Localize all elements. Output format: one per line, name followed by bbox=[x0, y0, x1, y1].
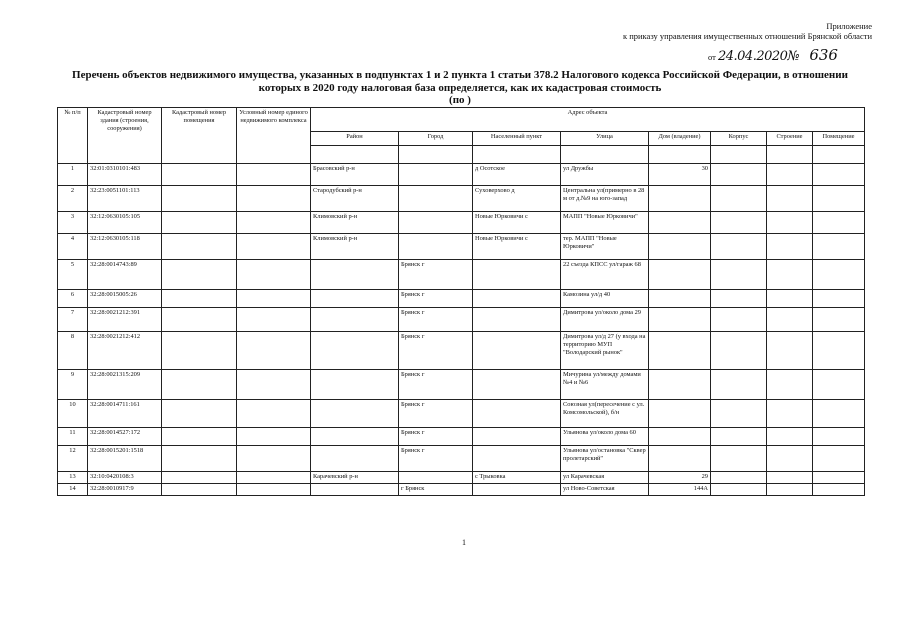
header-building: Корпус bbox=[711, 132, 767, 146]
cell-city: Брянск г bbox=[399, 400, 473, 428]
cell-city: Брянск г bbox=[399, 290, 473, 308]
cell-cad-room bbox=[162, 212, 237, 234]
cell-cad-building: 32:28:0014527:172 bbox=[88, 428, 162, 446]
cell-cad-building: 32:28:0021212:412 bbox=[88, 332, 162, 370]
cell-street: ул Карачевская bbox=[561, 472, 649, 484]
cell-cond-complex bbox=[237, 212, 311, 234]
cell-num: 10 bbox=[58, 400, 88, 428]
cell-premise bbox=[813, 332, 865, 370]
cell-city: г Брянск bbox=[399, 484, 473, 496]
cell-cad-building: 32:28:0014743:89 bbox=[88, 260, 162, 290]
header-address: Адрес объекта bbox=[311, 108, 865, 132]
cell-street: Союзная ул(пересечение с ул. Комсомольской), б/н bbox=[561, 400, 649, 428]
cell-cond-complex bbox=[237, 234, 311, 260]
cell-district bbox=[311, 332, 399, 370]
cell-house bbox=[649, 212, 711, 234]
cell-house: 144А bbox=[649, 484, 711, 496]
cell-locality bbox=[473, 428, 561, 446]
header-cad-room: Кадастровый номер помещения bbox=[162, 108, 237, 164]
cell-premise bbox=[813, 446, 865, 472]
cell-cond-complex bbox=[237, 446, 311, 472]
cell-locality bbox=[473, 400, 561, 428]
cell-cond-complex bbox=[237, 370, 311, 400]
header-city: Город bbox=[399, 132, 473, 146]
cell-building bbox=[711, 484, 767, 496]
cell-cond-complex bbox=[237, 428, 311, 446]
cell-cond-complex bbox=[237, 164, 311, 186]
cell-num: 1 bbox=[58, 164, 88, 186]
cell-cond-complex bbox=[237, 332, 311, 370]
cell-num: 6 bbox=[58, 290, 88, 308]
cell-house bbox=[649, 234, 711, 260]
cell-structure bbox=[767, 290, 813, 308]
cell-premise bbox=[813, 234, 865, 260]
cell-cad-building: 32:12:0630105:118 bbox=[88, 234, 162, 260]
cell-cad-building: 32:28:0014711:161 bbox=[88, 400, 162, 428]
cell-city bbox=[399, 472, 473, 484]
cell-city bbox=[399, 186, 473, 212]
cell-house bbox=[649, 186, 711, 212]
cell-structure bbox=[767, 472, 813, 484]
cell-district: Климовский р-н bbox=[311, 212, 399, 234]
cell-cad-building: 32:28:0021212:391 bbox=[88, 308, 162, 332]
cell-cad-building: 32:28:0021315:209 bbox=[88, 370, 162, 400]
cell-district bbox=[311, 428, 399, 446]
cell-building bbox=[711, 234, 767, 260]
cell-house bbox=[649, 290, 711, 308]
cell-premise bbox=[813, 308, 865, 332]
table-row bbox=[58, 446, 865, 472]
title-line-2: которых в 2020 году налоговая база определяется, как их кадастровая стоимость bbox=[258, 81, 662, 94]
cell-district bbox=[311, 260, 399, 290]
cell-district bbox=[311, 370, 399, 400]
cell-cad-room bbox=[162, 260, 237, 290]
cell-district bbox=[311, 484, 399, 496]
cell-structure bbox=[767, 332, 813, 370]
cell-cad-room bbox=[162, 234, 237, 260]
header-cad-building: Кадастровый номер здания (строения, сооружения) bbox=[88, 108, 162, 164]
cell-street: ул Дружбы bbox=[561, 164, 649, 186]
cell-building bbox=[711, 164, 767, 186]
cell-locality: с Трыковка bbox=[473, 472, 561, 484]
cell-house bbox=[649, 400, 711, 428]
cell-locality bbox=[473, 290, 561, 308]
header-num: № п/п bbox=[58, 108, 88, 164]
handwritten-date: 24.04.2020№ bbox=[717, 49, 800, 64]
cell-num: 5 bbox=[58, 260, 88, 290]
title-line-3: (по ) bbox=[449, 94, 471, 106]
cell-structure bbox=[767, 308, 813, 332]
cell-building bbox=[711, 370, 767, 400]
cell-num: 12 bbox=[58, 446, 88, 472]
cell-premise bbox=[813, 484, 865, 496]
cell-cad-room bbox=[162, 290, 237, 308]
cell-district: Брасовский р-н bbox=[311, 164, 399, 186]
cell-cad-room bbox=[162, 400, 237, 428]
cell-locality: д Осотское bbox=[473, 164, 561, 186]
cell-street: Димитрова ул/д 27 (у входа на территорию МУП "Володарский рынок" bbox=[561, 332, 649, 370]
cell-building bbox=[711, 428, 767, 446]
cell-district: Климовский р-н bbox=[311, 234, 399, 260]
cell-num: 9 bbox=[58, 370, 88, 400]
cell-cad-room bbox=[162, 428, 237, 446]
property-table bbox=[57, 107, 865, 496]
cell-cad-building: 32:28:0010917:9 bbox=[88, 484, 162, 496]
cell-cond-complex bbox=[237, 472, 311, 484]
cell-locality bbox=[473, 484, 561, 496]
cell-house bbox=[649, 370, 711, 400]
cell-cad-room bbox=[162, 186, 237, 212]
cell-structure bbox=[767, 260, 813, 290]
table-row bbox=[58, 234, 865, 260]
appendix-label: Приложение bbox=[826, 21, 872, 31]
table-row bbox=[58, 484, 865, 496]
cell-street: Димитрова ул/около дома 29 bbox=[561, 308, 649, 332]
table-row bbox=[58, 260, 865, 290]
table-row bbox=[58, 370, 865, 400]
cell-locality bbox=[473, 260, 561, 290]
table-row bbox=[58, 212, 865, 234]
header-cond-complex: Условный номер единого недвижимого комплекса bbox=[237, 108, 311, 164]
cell-num: 3 bbox=[58, 212, 88, 234]
cell-cad-building: 32:28:0015201:1518 bbox=[88, 446, 162, 472]
cell-cad-building: 32:01:0310101:483 bbox=[88, 164, 162, 186]
cell-house bbox=[649, 332, 711, 370]
cell-structure bbox=[767, 400, 813, 428]
cell-building bbox=[711, 186, 767, 212]
order-date-line bbox=[708, 46, 838, 64]
cell-street: Ульянова ул/около дома 60 bbox=[561, 428, 649, 446]
cell-building bbox=[711, 290, 767, 308]
cell-cad-building: 32:10:0420108:3 bbox=[88, 472, 162, 484]
cell-premise bbox=[813, 212, 865, 234]
cell-district: Карачевский р-н bbox=[311, 472, 399, 484]
cell-structure bbox=[767, 428, 813, 446]
cell-cad-room bbox=[162, 370, 237, 400]
page-number: 1 bbox=[462, 538, 466, 547]
cell-cond-complex bbox=[237, 290, 311, 308]
cell-district bbox=[311, 308, 399, 332]
order-reference: к приказу управления имущественных отношений Брянской области bbox=[622, 31, 872, 41]
cell-locality: Новые Юрковичи с bbox=[473, 234, 561, 260]
cell-street: Мичурина ул/между домами №4 и №6 bbox=[561, 370, 649, 400]
cell-house bbox=[649, 260, 711, 290]
cell-city: Брянск г bbox=[399, 370, 473, 400]
cell-city: Брянск г bbox=[399, 260, 473, 290]
cell-building bbox=[711, 212, 767, 234]
header-district: Район bbox=[311, 132, 399, 146]
cell-house bbox=[649, 308, 711, 332]
cell-structure bbox=[767, 186, 813, 212]
cell-city bbox=[399, 164, 473, 186]
table-row bbox=[58, 332, 865, 370]
table-row bbox=[58, 308, 865, 332]
cell-premise bbox=[813, 260, 865, 290]
cell-locality: Новые Юрковичи с bbox=[473, 212, 561, 234]
cell-house: 30 bbox=[649, 164, 711, 186]
cell-premise bbox=[813, 290, 865, 308]
table-row bbox=[58, 428, 865, 446]
cell-city bbox=[399, 234, 473, 260]
cell-locality bbox=[473, 446, 561, 472]
cell-city: Брянск г bbox=[399, 308, 473, 332]
cell-num: 7 bbox=[58, 308, 88, 332]
cell-cad-building: 32:28:0015005:26 bbox=[88, 290, 162, 308]
table-row bbox=[58, 290, 865, 308]
header-structure: Строение bbox=[767, 132, 813, 146]
title-line-1: Перечень объектов недвижимого имущества, указанных в подпунктах 1 и 2 пункта 1 статьи 378.2 Налогового кодекса Российской Федерации, в отношении bbox=[72, 69, 848, 81]
cell-cad-room bbox=[162, 446, 237, 472]
cell-cond-complex bbox=[237, 400, 311, 428]
cell-district bbox=[311, 446, 399, 472]
cell-premise bbox=[813, 472, 865, 484]
cell-building bbox=[711, 332, 767, 370]
cell-premise bbox=[813, 428, 865, 446]
cell-structure bbox=[767, 164, 813, 186]
cell-building bbox=[711, 400, 767, 428]
cell-district bbox=[311, 290, 399, 308]
cell-num: 8 bbox=[58, 332, 88, 370]
cell-num: 2 bbox=[58, 186, 88, 212]
cell-street: тер. МАПП "Новые Юрковичи" bbox=[561, 234, 649, 260]
cell-cad-room bbox=[162, 164, 237, 186]
table-row bbox=[58, 472, 865, 484]
cell-house: 29 bbox=[649, 472, 711, 484]
cell-cad-room bbox=[162, 332, 237, 370]
table-row bbox=[58, 164, 865, 186]
cell-structure bbox=[767, 446, 813, 472]
cell-cad-room bbox=[162, 472, 237, 484]
header-house: Дом (владение) bbox=[649, 132, 711, 146]
cell-city bbox=[399, 212, 473, 234]
cell-cad-room bbox=[162, 484, 237, 496]
cell-cad-room bbox=[162, 308, 237, 332]
handwritten-order-number: 636 bbox=[809, 46, 838, 64]
cell-street: Ульянова ул/остановка "Сквер пролетарский" bbox=[561, 446, 649, 472]
cell-cond-complex bbox=[237, 484, 311, 496]
cell-locality bbox=[473, 370, 561, 400]
cell-building bbox=[711, 472, 767, 484]
cell-structure bbox=[767, 370, 813, 400]
cell-street: ул Ново-Советская bbox=[561, 484, 649, 496]
cell-street: Камозина ул/д 40 bbox=[561, 290, 649, 308]
cell-structure bbox=[767, 484, 813, 496]
cell-building bbox=[711, 308, 767, 332]
table-row bbox=[58, 400, 865, 428]
cell-num: 11 bbox=[58, 428, 88, 446]
cell-premise bbox=[813, 186, 865, 212]
cell-street: МАПП "Новые Юрковичи" bbox=[561, 212, 649, 234]
cell-city: Брянск г bbox=[399, 428, 473, 446]
cell-structure bbox=[767, 212, 813, 234]
cell-num: 4 bbox=[58, 234, 88, 260]
cell-street: 22 съезда КПСС ул/гараж 68 bbox=[561, 260, 649, 290]
cell-cond-complex bbox=[237, 260, 311, 290]
cell-num: 13 bbox=[58, 472, 88, 484]
cell-building bbox=[711, 446, 767, 472]
cell-num: 14 bbox=[58, 484, 88, 496]
cell-city: Брянск г bbox=[399, 446, 473, 472]
cell-house bbox=[649, 446, 711, 472]
header-premise: Помещение bbox=[813, 132, 865, 146]
cell-cad-building: 32:12:0630105:105 bbox=[88, 212, 162, 234]
cell-district: Стародубский р-н bbox=[311, 186, 399, 212]
appendix-block bbox=[623, 21, 872, 41]
cell-house bbox=[649, 428, 711, 446]
cell-premise bbox=[813, 400, 865, 428]
header-locality: Населенный пункт bbox=[473, 132, 561, 146]
cell-street: Центральна ул(примерно в 28 м от д.№9 на юго-запад bbox=[561, 186, 649, 212]
table-row bbox=[58, 186, 865, 212]
cell-structure bbox=[767, 234, 813, 260]
cell-cad-building: 32:23:0051101:113 bbox=[88, 186, 162, 212]
header-street: Улица bbox=[561, 132, 649, 146]
cell-locality bbox=[473, 332, 561, 370]
cell-premise bbox=[813, 164, 865, 186]
document-title bbox=[40, 69, 880, 107]
cell-building bbox=[711, 260, 767, 290]
date-prefix: от bbox=[708, 52, 716, 62]
cell-locality bbox=[473, 308, 561, 332]
cell-locality: Суховерхово д bbox=[473, 186, 561, 212]
cell-city: Брянск г bbox=[399, 332, 473, 370]
cell-cond-complex bbox=[237, 186, 311, 212]
cell-premise bbox=[813, 370, 865, 400]
cell-district bbox=[311, 400, 399, 428]
cell-cond-complex bbox=[237, 308, 311, 332]
